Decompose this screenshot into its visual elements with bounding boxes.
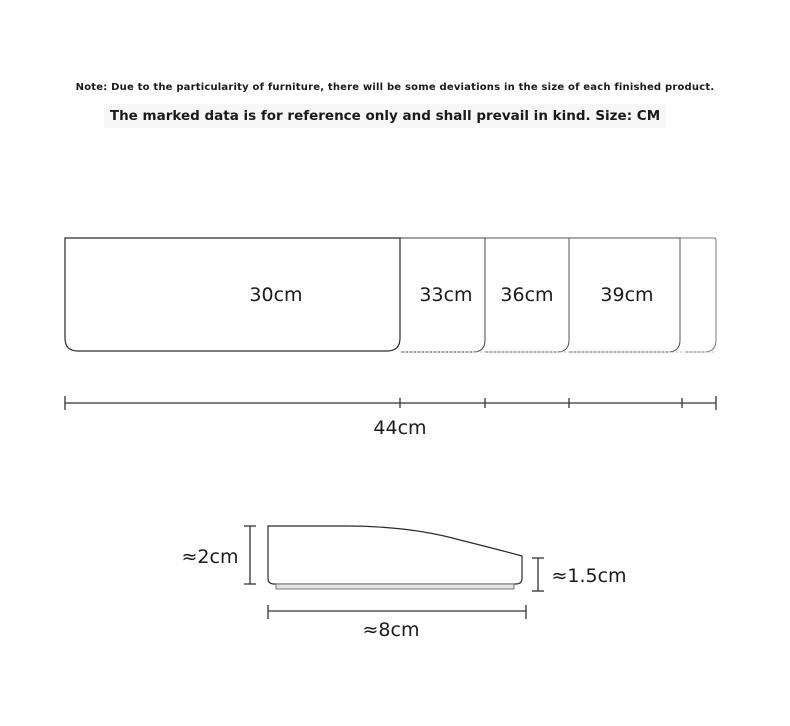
segment-label-33: 33cm bbox=[419, 284, 473, 306]
segment-label-36: 36cm bbox=[500, 284, 554, 306]
height-back-dimension bbox=[244, 526, 256, 584]
note-deviation: Note: Due to the particularity of furniture, there will be some deviations in the size of each finished product. bbox=[75, 82, 715, 93]
depth-dimension bbox=[268, 605, 526, 619]
segment-label-30: 30cm bbox=[249, 284, 303, 306]
panel-30cm bbox=[65, 238, 400, 351]
total-length-label: 44cm bbox=[373, 417, 427, 439]
segment-label-39: 39cm bbox=[600, 284, 654, 306]
panel-44cm bbox=[680, 238, 716, 352]
height-front-dimension bbox=[532, 558, 544, 591]
note-reference: The marked data is for reference only and shall prevail in kind. Size: CM bbox=[104, 104, 666, 128]
height-front-label: ≈1.5cm bbox=[551, 565, 627, 587]
side-base bbox=[276, 584, 514, 589]
height-back-label: ≈2cm bbox=[181, 546, 239, 568]
depth-label: ≈8cm bbox=[362, 619, 420, 641]
total-length-dimension bbox=[65, 396, 716, 410]
side-profile bbox=[268, 526, 522, 584]
